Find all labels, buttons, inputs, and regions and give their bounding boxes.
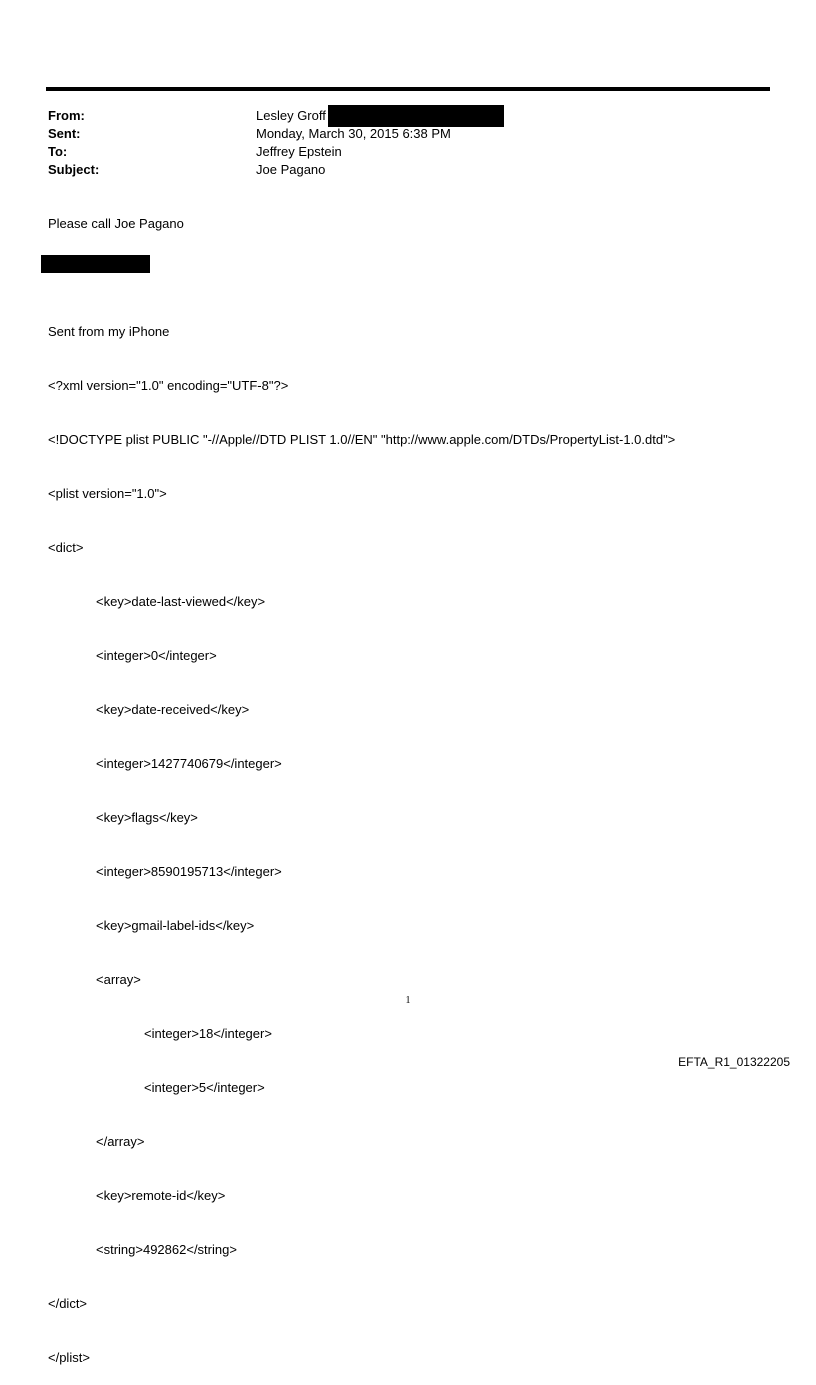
redaction-box — [41, 255, 150, 273]
message-text: Please call Joe Pagano — [48, 216, 184, 231]
subject-row — [48, 161, 504, 179]
page-number: 1 — [405, 995, 411, 1006]
code-line: </array> — [96, 1134, 145, 1149]
sent-value: Monday, March 30, 2015 6:38 PM — [256, 126, 451, 141]
code-line: <?xml version="1.0" encoding="UTF-8"?> — [48, 378, 289, 393]
sent-label: Sent: — [48, 126, 81, 141]
code-line: <key>date-last-viewed</key> — [96, 594, 266, 609]
code-line: <integer>0</integer> — [96, 648, 217, 663]
sent-row — [48, 125, 504, 143]
subject-label: Subject: — [48, 162, 100, 177]
code-line: <key>date-received</key> — [96, 702, 250, 717]
code-line: <integer>18</integer> — [144, 1026, 272, 1041]
code-line: <string>492862</string> — [96, 1242, 237, 1257]
code-line: <integer>5</integer> — [144, 1080, 265, 1095]
email-header — [48, 107, 504, 179]
code-line: <integer>1427740679</integer> — [96, 756, 282, 771]
from-row — [48, 107, 504, 125]
code-line: <key>remote-id</key> — [96, 1188, 226, 1203]
plist-code-block — [48, 287, 675, 1385]
code-line: <dict> — [48, 540, 84, 555]
header-divider — [46, 87, 770, 91]
code-line: <plist version="1.0"> — [48, 486, 167, 501]
code-line: <integer>8590195713</integer> — [96, 864, 282, 879]
to-value: Jeffrey Epstein — [256, 144, 342, 159]
code-line: <key>flags</key> — [96, 810, 198, 825]
to-label: To: — [48, 144, 68, 159]
code-line: <key>gmail-label-ids</key> — [96, 918, 255, 933]
to-row — [48, 143, 504, 161]
code-line: </dict> — [48, 1296, 88, 1311]
from-value-wrap — [256, 105, 504, 127]
bates-number: EFTA_R1_01322205 — [678, 1055, 790, 1069]
signature-line: Sent from my iPhone — [48, 324, 170, 339]
from-label: From: — [48, 108, 85, 123]
redaction-box — [328, 105, 504, 127]
code-line: <array> — [96, 972, 141, 987]
code-line: <!DOCTYPE plist PUBLIC "-//Apple//DTD PLIST 1.0//EN" "http://www.apple.com/DTDs/PropertyList-1.0.dtd"> — [48, 432, 676, 447]
code-line: </plist> — [48, 1350, 90, 1365]
subject-value: Joe Pagano — [256, 162, 326, 177]
from-value: Lesley Groff — [256, 108, 326, 123]
